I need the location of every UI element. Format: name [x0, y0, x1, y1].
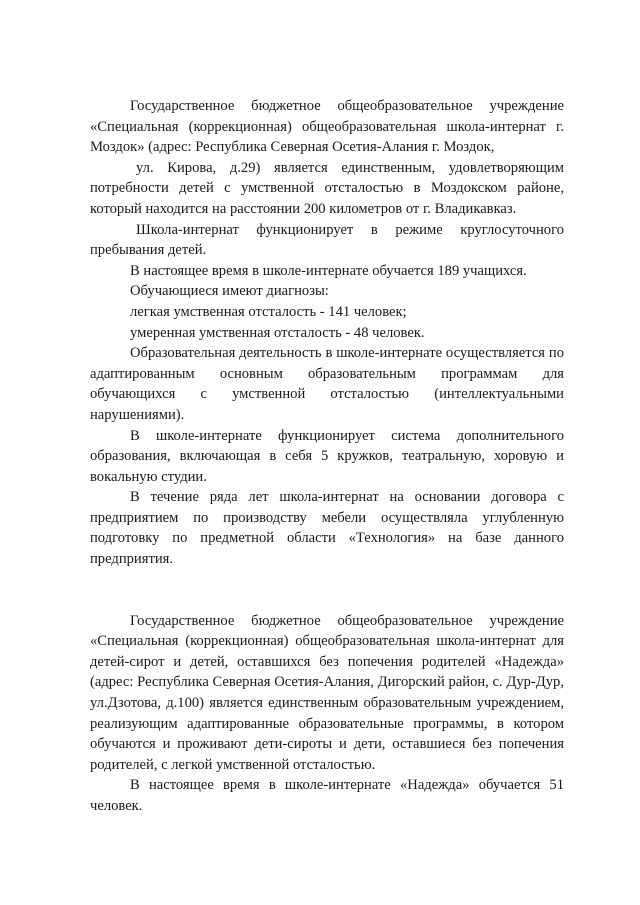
section-spacer: [90, 570, 564, 611]
paragraph-student-count: В настоящее время в школе-интернате обучается 189 учащихся.: [130, 262, 527, 279]
paragraph-diagnosis-mild: легкая умственная отсталость - 141 человек;: [130, 303, 407, 320]
paragraph-additional-education: В школе-интернате функционирует система дополнительного образования, включающая в себя 5 кружков, театральную, хоровую и вокальную студии.: [90, 427, 564, 485]
paragraph-school-nadezhda-intro: Государственное бюджетное общеобразовательное учреждение «Специальная (коррекционная) общеобразовательная школа-интернат для детей-сирот и детей, оставшихся без попечения родителей «Надежда» (адрес: Республика Северная Осетия-Алания, Дигорский район, с. Дур-Дур, ул.Дзотова, д.100) является единственным образовательным учреждением, реализующим адаптированные образовательные программы, в котором обучаются и проживают дети-сироты и дети, оставшиеся без попечения родителей, с легкой умственной отсталостью.: [90, 612, 564, 773]
paragraph-diagnoses-heading: Обучающиеся имеют диагнозы:: [130, 283, 329, 300]
paragraph-school-mozdok-intro: Государственное бюджетное общеобразовательное учреждение «Специальная (коррекционная) общеобразовательная школа-интернат г. Моздок» (адрес: Республика Северная Осетия-Алания г. Моздок,: [90, 98, 564, 156]
paragraph-school-mozdok-address: ул. Кирова, д.29) является единственным, удовлетворяющим потребности детей с умственной отсталостью в Моздокском районе, который находится на расстоянии 200 километров от г. Владикавказ.: [90, 159, 564, 217]
document-page: [90, 96, 564, 817]
paragraph-educational-activity: Образовательная деятельность в школе-интернате осуществляется по адаптированным основным образовательным программам для обучающихся с умственной отсталостью (интеллектуальными нарушениями).: [90, 345, 564, 423]
paragraph-nadezhda-student-count: В настоящее время в школе-интернате «Надежда» обучается 51 человек.: [90, 777, 564, 814]
paragraph-round-the-clock: Школа-интернат функционирует в режиме круглосуточного пребывания детей.: [90, 221, 564, 259]
paragraph-diagnosis-moderate: умеренная умственная отсталость - 48 человек.: [130, 324, 425, 341]
paragraph-furniture-enterprise: В течение ряда лет школа-интернат на основании договора с предприятием по производству мебели осуществляла углубленную подготовку по предметной области «Технология» на базе данного предприятия.: [90, 489, 564, 568]
